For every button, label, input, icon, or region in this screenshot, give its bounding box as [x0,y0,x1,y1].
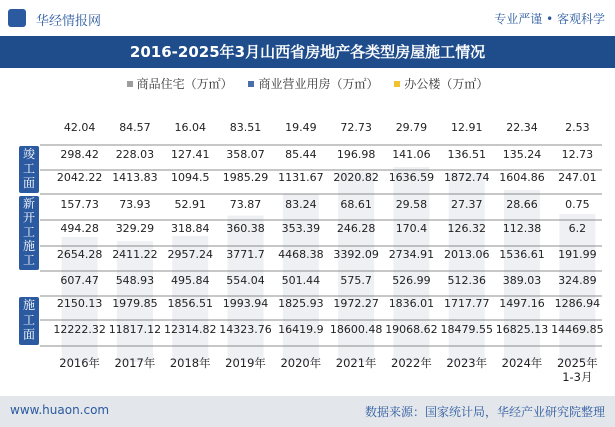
data-label: 1717.77 [444,297,490,310]
data-label: 3392.09 [333,248,379,261]
footer-source: 数据来源：国家统计局，华经产业研究院整理 [364,405,605,419]
data-label: 1604.86 [499,171,545,184]
data-label: 18479.55 [440,323,493,336]
data-label: 0.75 [565,198,590,211]
data-label: 2734.91 [388,248,435,261]
data-label: 298.42 [60,148,99,161]
data-label: 2020.82 [333,171,379,184]
data-label: 329.29 [115,222,155,235]
data-label: 607.47 [60,274,99,287]
data-label: 42.04 [63,121,96,134]
data-label: 247.01 [558,171,597,184]
legend-label-office: 办公楼（万㎡） [404,77,489,91]
data-label: 360.38 [226,222,265,235]
legend-label-commercial: 商业营业用房（万㎡） [258,77,379,91]
data-label: 141.06 [392,148,431,161]
legend-label-residential: 商品住宅（万㎡） [136,77,233,91]
tick-label: 2016年 [59,356,101,370]
data-label: 27.37 [451,198,483,211]
data-label: 3771.7 [226,248,265,261]
tick-label: 2024年 [501,356,543,370]
data-label: 575.7 [340,274,372,287]
data-label: 2957.24 [167,248,213,261]
tick-label: 2021年 [335,356,377,370]
data-label: 512.36 [447,274,486,287]
tick-label: 2018年 [169,356,211,370]
data-label: 73.87 [229,198,262,211]
tick-label: 2023年 [446,356,488,370]
data-label: 170.4 [395,222,428,235]
data-label: 494.28 [60,222,99,235]
data-label: 6.2 [568,222,587,235]
data-label: 246.28 [336,222,376,235]
data-label: 85.44 [285,148,317,161]
group-label-char: 新 [22,196,36,211]
data-label: 191.99 [558,248,597,261]
data-label: 1979.85 [112,297,158,310]
data-label: 1536.61 [499,248,545,261]
data-label: 1856.51 [167,297,213,310]
data-label: 2411.22 [112,248,158,261]
data-label: 2654.28 [56,248,103,261]
data-label: 2150.13 [56,297,103,310]
data-label: 12222.32 [53,323,106,336]
data-label: 135.24 [502,148,542,161]
data-label: 318.84 [171,222,210,235]
data-label: 136.51 [447,148,486,161]
data-label: 73.93 [119,198,151,211]
data-label: 29.58 [395,198,428,211]
data-label: 1972.27 [333,297,379,310]
data-label: 52.91 [174,198,206,211]
tick-label: 1-3月 [562,370,593,384]
group-label-char: 工 [22,312,36,327]
data-label: 72.73 [340,121,372,134]
data-label: 554.04 [226,274,265,287]
data-label: 12.73 [561,148,594,161]
data-label: 16419.9 [278,323,324,336]
chart-title: 2016-2025年3月山西省房地产各类型房屋施工情况 [129,43,486,61]
data-label: 495.84 [171,274,210,287]
group-label-char: 面 [22,327,36,342]
data-label: 1985.29 [222,171,269,184]
group-label-char: 施 [22,298,36,313]
data-label: 28.66 [506,198,538,211]
data-label: 12314.82 [164,323,217,336]
tick-label: 2022年 [391,356,432,370]
group-label-char: 竣 [22,146,36,161]
data-label: 2.53 [565,121,590,134]
data-label: 501.44 [281,274,321,287]
data-label: 358.07 [226,148,265,161]
data-label: 127.41 [171,148,210,161]
bg-bar-residential-construction [228,216,264,362]
data-label: 1286.94 [554,297,601,310]
data-label: 1094.5 [171,171,210,184]
brand-slogan: 专业严谨 • 客观科学 [494,12,605,26]
data-label: 2013.06 [444,248,490,261]
data-label: 19068.62 [385,323,438,336]
data-label: 84.57 [119,121,151,134]
data-label: 22.34 [506,121,538,134]
data-label: 16.04 [174,121,206,134]
data-label: 353.39 [281,222,321,235]
data-label: 548.93 [115,274,155,287]
bg-bar-residential-construction [559,214,595,362]
tick-label: 2025年 [556,356,598,370]
data-label: 112.38 [502,222,542,235]
group-label-char: 开 [22,210,36,225]
data-label: 12.91 [451,121,483,134]
data-label: 29.79 [395,121,428,134]
data-label: 83.24 [285,198,317,211]
data-label: 324.89 [558,274,597,287]
data-label: 4468.38 [278,248,324,261]
tick-label: 2019年 [225,356,266,370]
data-label: 1825.93 [278,297,324,310]
data-label: 11817.12 [108,323,162,336]
data-label: 14323.76 [219,323,272,336]
group-label-char: 面 [22,175,36,190]
data-label: 1413.83 [112,171,158,184]
data-label: 126.32 [447,222,486,235]
data-label: 1836.01 [388,297,435,310]
data-label: 196.98 [336,148,376,161]
data-label: 1872.74 [444,171,490,184]
data-label: 1131.67 [278,171,324,184]
data-label: 14469.85 [551,323,604,336]
data-label: 1993.94 [222,297,269,310]
group-label-char: 施 [22,238,36,253]
group-label-char: 工 [22,224,36,239]
data-label: 19.49 [285,121,317,134]
data-label: 228.03 [115,148,155,161]
data-label: 1636.59 [388,171,435,184]
data-label: 18600.48 [329,323,383,336]
data-label: 2042.22 [56,171,103,184]
footer-website[interactable]: www.huaon.com [10,403,110,417]
data-label: 526.99 [392,274,431,287]
group-label-char: 工 [22,252,36,267]
tick-label: 2020年 [280,356,322,370]
data-label: 389.03 [502,274,542,287]
data-label: 16825.13 [495,323,549,336]
data-label: 68.61 [340,198,372,211]
group-label-char: 工 [22,161,36,176]
tick-label: 2017年 [114,356,156,370]
data-label: 83.51 [229,121,262,134]
brand-name: 华经情报网 [36,14,102,29]
data-label: 157.73 [60,198,99,211]
data-label: 1497.16 [499,297,545,310]
